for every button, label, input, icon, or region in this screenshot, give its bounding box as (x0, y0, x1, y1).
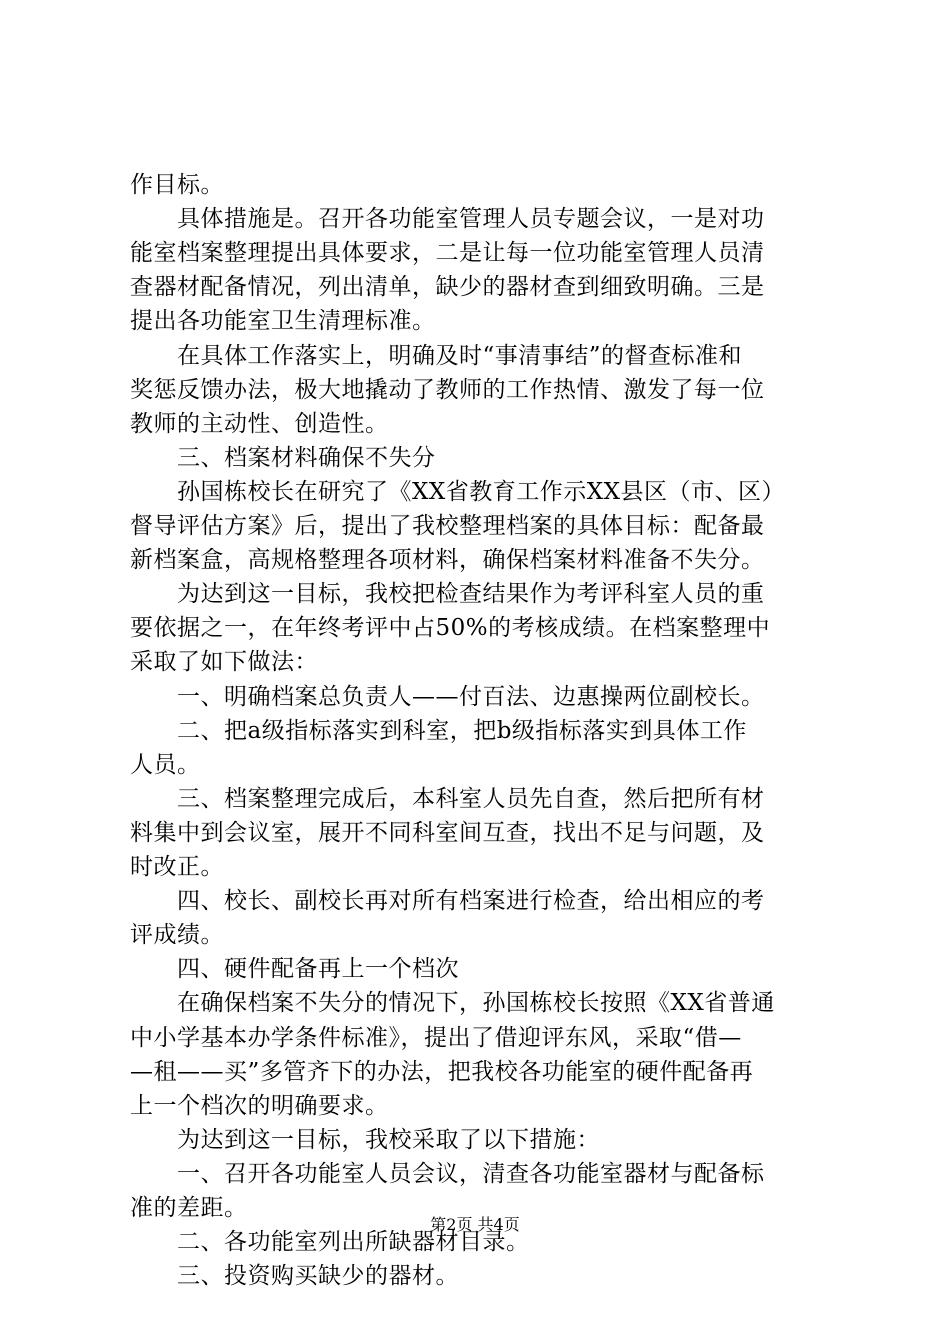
text-line: 准的差距。 (130, 1195, 248, 1221)
text-line: 在具体工作落实上，明确及时“事清事结”的督查标准和 (130, 342, 743, 369)
text-line: 提出各功能室卫生清理标准。 (130, 308, 436, 335)
text-line: 四、校长、副校长再对所有档案进行检查，给出相应的考 (130, 888, 765, 915)
text-line: 为达到这一目标，我校把检查结果作为考评科室人员的重 (130, 581, 765, 608)
text-line: 教师的主动性、创造性。 (130, 410, 389, 437)
text-line: 一、召开各功能室人员会议，清查各功能室器材与配备标 (130, 1160, 765, 1187)
text-line: 新档案盒，高规格整理各项材料，确保档案材料准备不失分。 (130, 547, 765, 574)
text-line: 四、硬件配备再上一个档次 (130, 956, 459, 983)
text-line: 孙国栋校长在研究了《XX省教育工作示XX县区（市、区） (130, 478, 785, 505)
text-line: 料集中到会议室，展开不同科室间互查，找出不足与问题，及 (130, 819, 765, 846)
text-line: 督导评估方案》后，提出了我校整理档案的具体目标：配备最 (130, 513, 765, 539)
text-line: 上一个档次的明确要求。 (130, 1092, 389, 1119)
text-line: 能室档案整理提出具体要求，二是让每一位功能室管理人员清 (130, 240, 765, 267)
text-line: 中小学基本办学条件标准》，提出了借迎评东风，采取“借— (130, 1024, 742, 1051)
text-line: 具体措施是。召开各功能室管理人员专题会议，一是对功 (130, 206, 765, 233)
text-line: 时改正。 (130, 854, 224, 880)
text-line: 查器材配备情况，列出清单，缺少的器材查到细致明确。三是 (130, 274, 765, 301)
text-line: 三、档案整理完成后，本科室人员先自查，然后把所有材 (130, 785, 765, 812)
text-line: 三、投资购买缺少的器材。 (130, 1263, 459, 1290)
text-line: 奖惩反馈办法，极大地撬动了教师的工作热情、激发了每一位 (130, 376, 765, 403)
text-line: 三、档案材料确保不失分 (130, 444, 436, 471)
text-line: 采取了如下做法： (130, 649, 318, 676)
text-line: —租——买”多管齐下的办法，把我校各功能室的硬件配备再 (130, 1058, 754, 1085)
text-line: 二、各功能室列出所缺器材目录。 (130, 1229, 530, 1256)
text-line: 二、把a级指标落实到科室，把b级指标落实到具体工作 (130, 717, 747, 744)
text-line: 作目标。 (130, 172, 224, 198)
text-line: 为达到这一目标，我校采取了以下措施： (130, 1126, 600, 1153)
text-line: 人员。 (130, 751, 201, 778)
text-line: 在确保档案不失分的情况下，孙国栋校长按照《XX省普通 (130, 990, 775, 1017)
text-line: 评成绩。 (130, 922, 224, 949)
text-line: 要依据之一，在年终考评中占50%的考核成绩。在档案整理中 (130, 615, 771, 642)
text-line: 一、明确档案总负责人——付百法、边惠操两位副校长。 (130, 683, 765, 710)
page-footer: 第2页 共4页 (430, 1215, 520, 1234)
